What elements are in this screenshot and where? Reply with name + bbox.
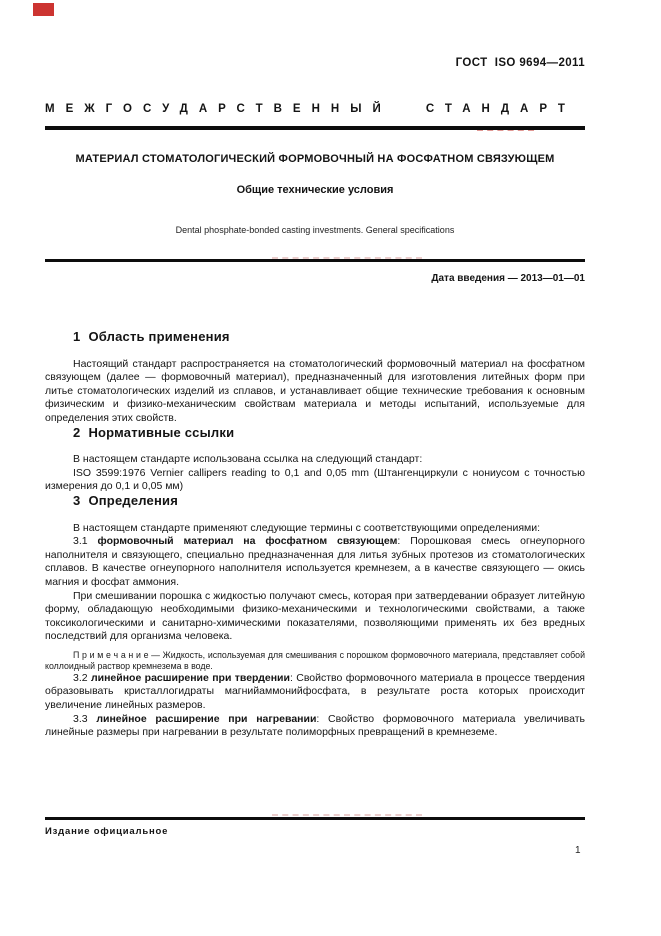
section-number: 3 <box>73 492 81 508</box>
effective-date: Дата введения — 2013—01—01 <box>431 273 585 284</box>
section-3-intro: В настоящем стандарте применяют следующие термины с соответствующими определениями: <box>73 521 541 534</box>
doc-subtitle: Общие технические условия <box>236 184 394 196</box>
mixing-paragraph: При смешивании порошка с жидкостью получают смесь, которая при затвердевании образует литейную форму, обладающую необходимыми физико-механическими и технологическими свойствами, а также токсикологическими и санитарно-химическими показателями, позволяющими применять их без вредных последствий для организма человека. <box>45 589 585 643</box>
doc-code: ГОСТ ISO 9694—2011 <box>455 57 585 69</box>
header-rule <box>45 126 585 130</box>
definition-3-2 <box>45 672 585 713</box>
doc-title-english: Dental phosphate-bonded casting investments. General specifications <box>175 225 455 235</box>
definition-number: 3.1 <box>73 535 98 548</box>
definition-number: 3.3 <box>73 712 97 725</box>
definition-3-3 <box>45 713 585 740</box>
section-2-reference: ISO 3599:1976 Vernier callipers reading to 0,1 and 0,05 mm (Штангенциркули с нониусом с точностью измерения до 0,1 и 0,05 мм) <box>45 466 585 493</box>
doc-title: МАТЕРИАЛ СТОМАТОЛОГИЧЕСКИЙ ФОРМОВОЧНЫЙ НА ФОСФАТНОМ СВЯЗУЮЩЕМ <box>75 153 555 165</box>
red-corner-mark <box>33 3 54 16</box>
edition-note: Издание официальное <box>45 826 169 837</box>
red-dash-artifact <box>272 814 422 816</box>
section-number: 1 <box>73 329 81 344</box>
section-1-paragraph: Настоящий стандарт распространяется на стоматологический формовочный материал на фосфатном связующем (далее — формовочный материал), предназначенный для изготовления литейных форм при литье стоматологических изделий из сплавов, и устанавливает общие технические требования к основным физическим и физико-механическим свойствам материала и методы испытаний, используемые для определения этих свойств. <box>45 357 585 424</box>
definition-text: : Свойство формовочного материала увеличивать линейные размеры при нагревании в результате полиморфных превращений в кремнеземе. <box>45 712 585 739</box>
definition-term: линейное расширение при твердении <box>90 671 290 684</box>
definition-text: : Свойство формовочного материала в процессе твердения образовывать кристаллогидраты магнийаммонийфосфата, в результате роста которых происходит увеличение линейных размеров. <box>45 671 585 712</box>
page-number: 1 <box>575 845 581 856</box>
section-2-heading <box>73 426 585 440</box>
definition-text: : Порошковая смесь огнеупорного наполнителя и связующего, специально предназначенная для литья зубных протезов из стоматологических сплавов. В качестве огнеупорного наполнителя используется кремнезем, а в качестве связующего — окись магния и фосфат аммония. <box>45 535 585 588</box>
title-rule <box>45 259 585 262</box>
document-body <box>45 330 585 740</box>
section-title: Область применения <box>88 329 230 344</box>
definition-term: формовочный материал на фосфатном связующем <box>97 535 398 548</box>
definition-3-1 <box>45 535 585 589</box>
definition-term: линейное расширение при нагревании <box>96 712 317 725</box>
section-number: 2 <box>73 424 81 440</box>
section-2-paragraph: В настоящем стандарте использована ссылка на следующий стандарт: <box>73 453 423 466</box>
standard-type-line: МЕЖГОСУДАРСТВЕННЫЙ СТАНДАРТ <box>45 103 576 115</box>
section-1-heading <box>73 330 585 344</box>
definition-number: 3.2 <box>73 671 91 684</box>
note-paragraph: П р и м е ч а н и е — Жидкость, используемая для смешивания с порошком формовочного материала, представляет собой коллоидный раствор кремнезема в воде. <box>45 649 585 671</box>
section-title: Нормативные ссылки <box>88 424 235 440</box>
section-3-heading <box>73 494 585 508</box>
section-title: Определения <box>88 492 179 508</box>
footer-rule <box>45 817 585 820</box>
